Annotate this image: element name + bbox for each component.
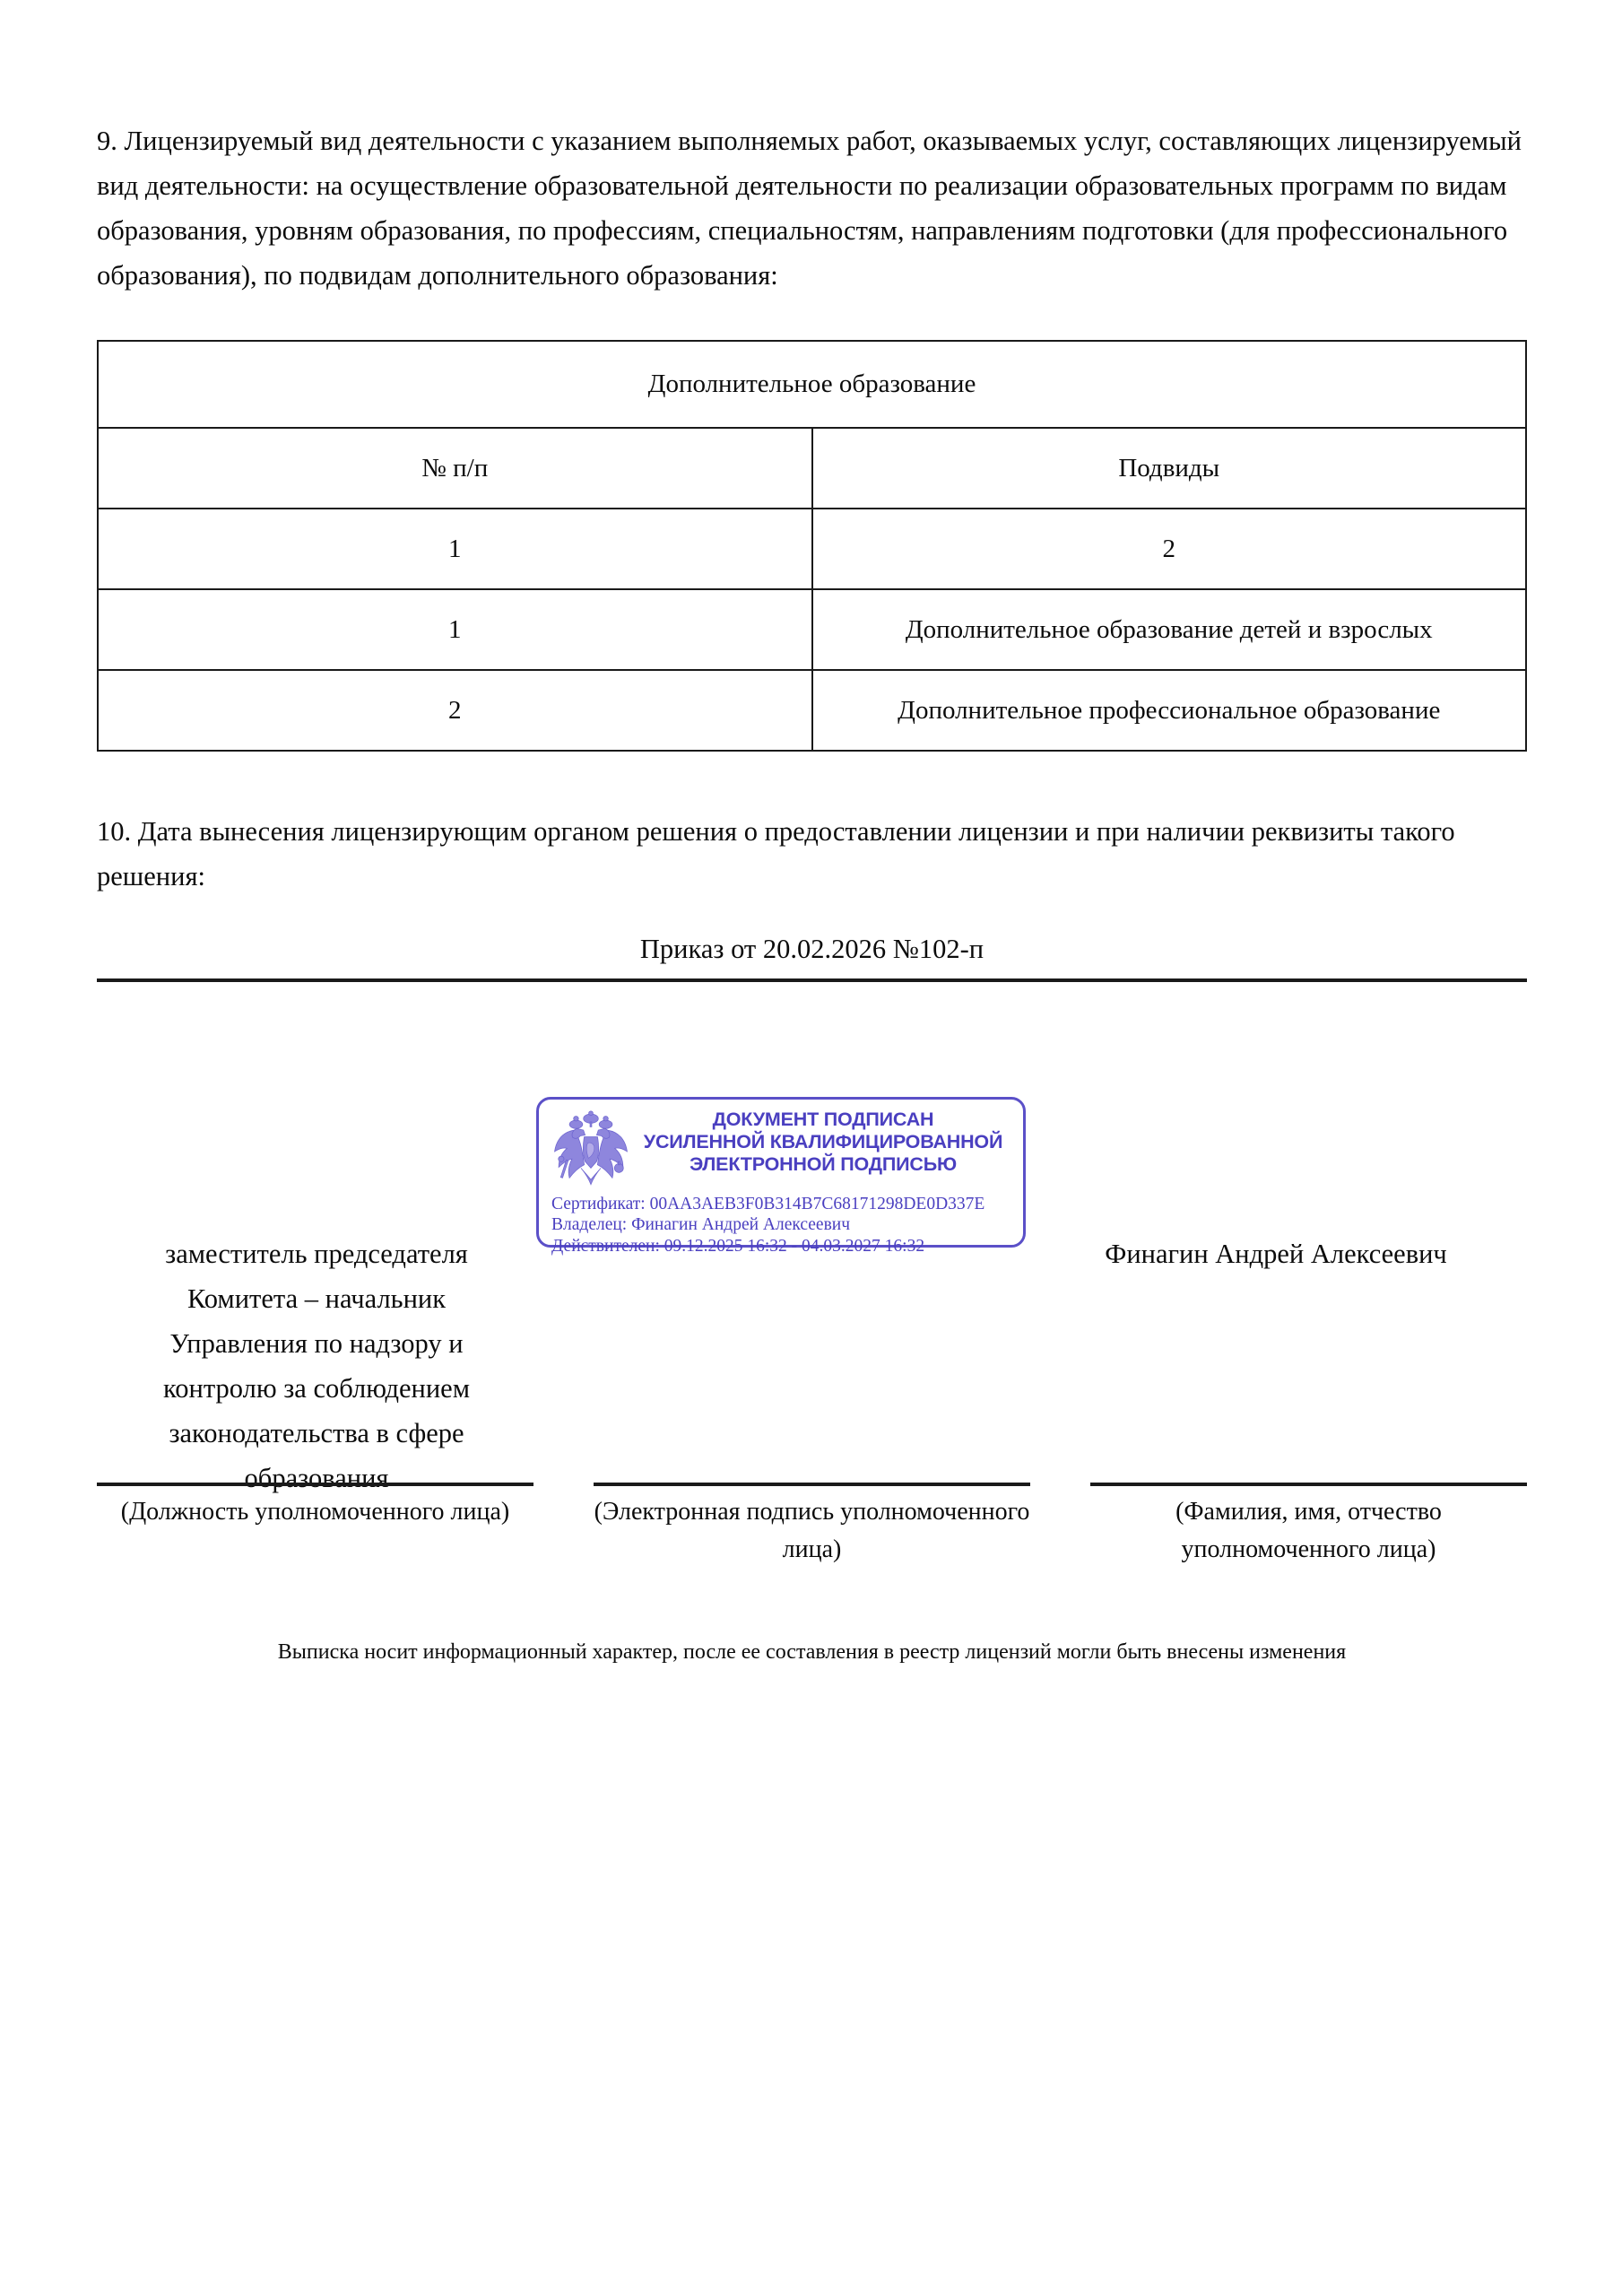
document-content — [97, 0, 1527, 1664]
table-row — [98, 589, 1526, 670]
stamp-heading — [632, 1109, 1012, 1176]
table-header-no: № п/п — [98, 428, 812, 509]
stamp-heading-line-1: ДОКУМЕНТ ПОДПИСАН — [712, 1108, 934, 1130]
signature-footer — [97, 1483, 1527, 1569]
stamp-owner: Владелец: Финагин Андрей Алексеевич — [551, 1215, 851, 1234]
signer-position: заместитель председателя Комитета – начальник Управления по надзору и контролю за соблюдением законодательства в сфере образования — [162, 1238, 471, 1493]
table-row — [98, 670, 1526, 751]
table-numbering-col1: 1 — [98, 509, 812, 589]
section-10-paragraph: 10. Дата вынесения лицензирующим органом решения о предоставлении лицензии и при наличии реквизиты такого решения: — [97, 816, 1455, 891]
table-numbering-row — [98, 509, 1526, 589]
table-banner-cell: Дополнительное образование — [98, 341, 1526, 428]
order-reference: Приказ от 20.02.2026 №102-п — [639, 933, 984, 964]
stamp-certificate: Сертификат: 00AA3AEB3F0B314B7C68171298DE0D337E — [551, 1194, 985, 1213]
table-banner-row — [98, 341, 1526, 428]
signature-area — [97, 982, 1527, 1664]
signature-rule — [97, 1483, 533, 1486]
table-numbering-col2: 2 — [812, 509, 1527, 589]
signature-caption-signature: (Электронная подпись уполномоченного лица) — [594, 1497, 1030, 1563]
signer-name: Финагин Андрей Алексеевич — [1105, 1238, 1447, 1269]
subtypes-table — [97, 340, 1527, 752]
section-9-paragraph: 9. Лицензируемый вид деятельности с указанием выполняемых работ, оказываемых услуг, составляющих лицензируемый вид деятельности: на осуществление образовательной деятельности по реализации образовательных программ по видам образования, уровням образования, по профессиям, специальностям, направлениям подготовки (для профессионального образования), по подвидам дополнительного образования: — [97, 126, 1522, 291]
signature-column-position — [97, 1483, 533, 1569]
stamp-heading-line-3: ЭЛЕКТРОННОЙ ПОДПИСЬЮ — [690, 1152, 957, 1175]
stamp-validity: Действителен: 09.12.2025 16:32 - 04.03.2027 16:32 — [551, 1236, 925, 1256]
signature-rule — [594, 1483, 1030, 1486]
signature-column-name — [1090, 1483, 1527, 1569]
signature-caption-name: (Фамилия, имя, отчество уполномоченного лица) — [1175, 1497, 1442, 1563]
stamp-heading-line-2: УСИЛЕННОЙ КВАЛИФИЦИРОВАННОЙ — [643, 1130, 1003, 1152]
table-header-row — [98, 428, 1526, 509]
stamp-top-row — [550, 1109, 1012, 1193]
electronic-signature-stamp — [536, 1097, 1026, 1256]
signature-column-signature — [594, 1483, 1030, 1569]
russian-coat-of-arms-icon — [550, 1110, 632, 1193]
stamp-details — [550, 1194, 1012, 1257]
table-row-subtype: Дополнительное профессиональное образование — [812, 670, 1527, 751]
table-header-subtypes: Подвиды — [812, 428, 1527, 509]
disclaimer-text: Выписка носит информационный характер, после ее составления в реестр лицензий могли быть внесены изменения — [277, 1639, 1347, 1664]
signature-rule — [1090, 1483, 1527, 1486]
signature-caption-position: (Должность уполномоченного лица) — [120, 1497, 510, 1526]
table-row-number: 2 — [98, 670, 812, 751]
table-row-number: 1 — [98, 589, 812, 670]
table-row-subtype: Дополнительное образование детей и взрослых — [812, 589, 1527, 670]
